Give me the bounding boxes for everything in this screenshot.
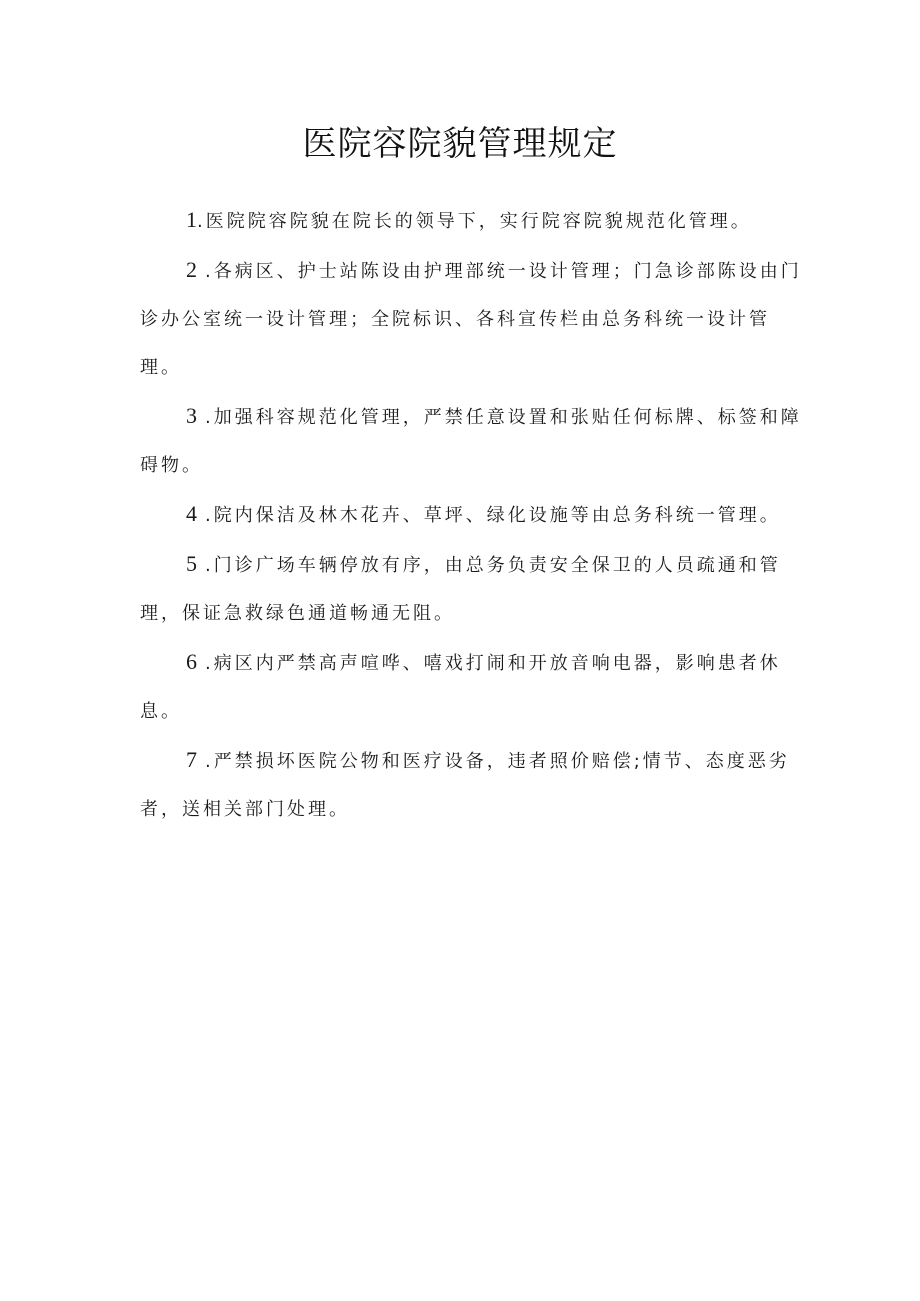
item-text: .门诊广场车辆停放有序，由总务负责安全保卫的人员疏通和管理，保证急救绿色通道畅通无阻。: [140, 555, 781, 624]
item-number: 3: [186, 403, 205, 428]
list-item: [140, 196, 810, 246]
item-number: 1: [186, 207, 197, 232]
list-item: [140, 540, 810, 638]
item-text: .严禁损坏医院公物和医疗设备，违者照价赔偿;情节、态度恶劣者，送相关部门处理。: [140, 751, 790, 820]
item-number: 2: [186, 257, 205, 282]
item-text: .院内保洁及林木花卉、草坪、绿化设施等由总务科统一管理。: [205, 505, 781, 526]
item-number: 5: [186, 551, 205, 576]
document-title: 医院容院貌管理规定: [302, 124, 618, 164]
document-body: [140, 196, 810, 834]
item-number: 4: [186, 501, 205, 526]
item-number: 7: [186, 747, 205, 772]
list-item: [140, 392, 810, 490]
item-text: .医院院容院貌在院长的领导下，实行院容院貌规范化管理。: [197, 211, 752, 232]
item-text: .加强科容规范化管理，严禁任意设置和张贴任何标牌、标签和障碍物。: [140, 407, 802, 476]
item-text: .各病区、护士站陈设由护理部统一设计管理；门急诊部陈设由门诊办公室统一设计管理；全院标识、各科宣传栏由总务科统一设计管理。: [140, 261, 802, 378]
item-text: .病区内严禁高声喧哗、嘻戏打闹和开放音响电器，影响患者休息。: [140, 653, 781, 722]
list-item: [140, 736, 810, 834]
list-item: [140, 638, 810, 736]
list-item: [140, 246, 810, 392]
item-number: 6: [186, 649, 205, 674]
list-item: [140, 490, 810, 540]
